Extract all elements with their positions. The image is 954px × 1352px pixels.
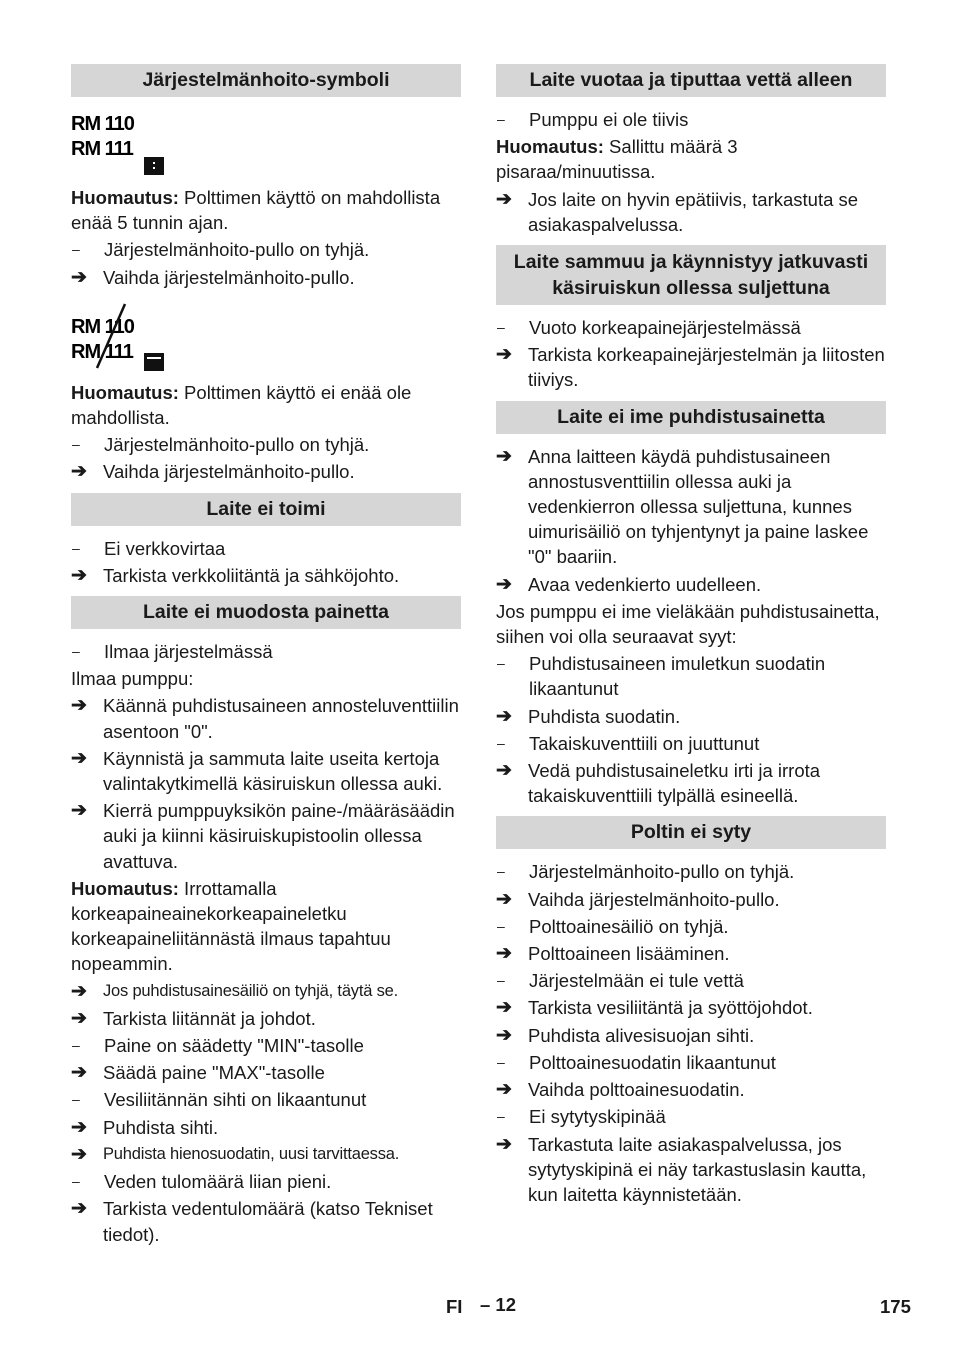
cause-item: – Puhdistusaineen imuletkun suodatin likaantunut — [497, 653, 826, 700]
cause-item: – Vesiliitännän sihti on likaantunut — [72, 1089, 367, 1111]
action-item: ➔ Jos laite on hyvin epätiivis, tarkastuta se asiakaspalvelussa. — [496, 188, 859, 235]
left-column — [71, 64, 461, 1249]
cause-item: – Järjestelmänhoito-pullo on tyhjä. — [497, 861, 795, 883]
note-paragraph: Huomautus: Polttimen käyttö on mahdollista enää 5 tunnin ajan. — [71, 187, 441, 234]
action-item: ➔ Avaa vedenkierto uudelleen. — [496, 573, 762, 595]
note-paragraph: Huomautus: Sallittu määrä 3 pisaraa/minuutissa. — [496, 136, 738, 183]
right-column — [496, 64, 886, 1209]
cause-item: – Polttoainesäiliö on tyhjä. — [497, 915, 729, 937]
footer-section-page: – 12 — [480, 1294, 517, 1315]
cause-item: – Järjestelmänhoito-pullo on tyhjä. — [72, 434, 370, 456]
action-item: ➔ Puhdista hienosuodatin, uusi tarvittaessa. — [71, 1143, 400, 1165]
action-item: ➔ Kierrä pumppuyksikön paine-/määräsäädin auki ja kiinni käsiruiskupistoolin ollessa avattuva. — [71, 800, 455, 872]
intro-paragraph: Jos pumppu ei ime vieläkään puhdistusainetta, siihen voi olla seuraavat syyt: — [496, 600, 880, 648]
cause-item: – Järjestelmänhoito-pullo on tyhjä. — [72, 239, 370, 261]
action-item: ➔ Käännä puhdistusaineen annosteluventtiilin asentoon "0". — [71, 695, 459, 742]
cause-item: – Ei sytytyskipinää — [497, 1106, 666, 1128]
action-item: ➔ Tarkista vedentulomäärä (katso Tekniset tiedot). — [71, 1198, 433, 1245]
cause-item: – Ilmaa järjestelmässä — [72, 641, 273, 663]
action-item: ➔ Puhdista suodatin. — [496, 705, 681, 727]
svg-text:RM 111: RM 111 — [71, 340, 133, 363]
cause-item: – Paine on säädetty "MIN"-tasolle — [72, 1035, 364, 1057]
action-item: ➔ Jos puhdistusainesäiliö on tyhjä, täytä se. — [71, 980, 398, 1002]
section-heading-leaking: Laite vuotaa ja tiputtaa vettä alleen — [496, 64, 886, 97]
cause-item: – Pumppu ei ole tiivis — [497, 109, 689, 130]
action-item: ➔ Vaihda järjestelmänhoito-pullo. — [496, 888, 780, 910]
section-heading-cycling: Laite sammuu ja käynnistyy jatkuvasti käsiruiskun ollessa suljettuna — [496, 245, 886, 305]
action-item: ➔ Tarkista vesiliitäntä ja syöttöjohdot. — [496, 997, 813, 1019]
action-item: ➔ Tarkista korkeapainejärjestelmän ja liitosten tiiviys. — [496, 344, 885, 391]
cause-item: – Järjestelmään ei tule vettä — [497, 970, 744, 992]
cause-item: – Takaiskuventtiili on juuttunut — [497, 732, 760, 754]
rm-symbol-icon — [71, 107, 171, 179]
action-item: ➔ Tarkista verkkoliitäntä ja sähköjohto. — [71, 564, 400, 586]
action-item: ➔ Säädä paine "MAX"-tasolle — [71, 1062, 325, 1084]
section-heading-device-not-working: Laite ei toimi — [71, 493, 461, 526]
cause-item: – Ei verkkovirtaa — [72, 537, 226, 559]
action-item: ➔ Vaihda järjestelmänhoito-pullo. — [71, 266, 355, 288]
section-heading-system-care-symbol: Järjestelmänhoito-symboli — [71, 64, 461, 97]
note-paragraph: Huomautus: Irrottamalla korkeapaineainekorkeapaineletku korkeapaineliitännästä ilmaus tapahtuu nopeammin. — [71, 877, 391, 975]
system-care-symbol-active — [71, 107, 461, 179]
action-item: ➔ Tarkastuta laite asiakaspalvelussa, jos sytytyskipinä ei näy tarkastuslasin kautta, kun laitetta käynnistetään. — [496, 1133, 867, 1205]
footer-language-code: FI — [446, 1296, 463, 1317]
action-item: ➔ Vaihda polttoainesuodatin. — [496, 1079, 745, 1101]
action-item: ➔ Tarkista liitännät ja johdot. — [71, 1007, 316, 1029]
section-heading-no-pressure: Laite ei muodosta painetta — [71, 596, 461, 629]
action-item: ➔ Puhdista sihti. — [71, 1116, 219, 1138]
action-item: ➔ Käynnistä ja sammuta laite useita kertoja valintakytkimellä käsiruiskun ollessa auki. — [71, 747, 443, 795]
section-heading-no-detergent-suction: Laite ei ime puhdistusainetta — [496, 401, 886, 434]
section-heading-burner-not-igniting: Poltin ei syty — [496, 816, 886, 849]
action-item: ➔ Anna laitteen käydä puhdistusaineen annostusventtiilin ollessa auki ja vedenkierron ollessa suljettuna, kunnes uimurisäiliö on tyhjentynyt ja paine laskee "0" baariin. — [496, 445, 869, 568]
action-item: ➔ Puhdista alivesisuojan sihti. — [496, 1024, 755, 1046]
cause-item: – Vuoto korkeapainejärjestelmässä — [497, 317, 801, 339]
action-item: ➔ Polttoaineen lisääminen. — [496, 943, 730, 965]
svg-text:RM 110: RM 110 — [71, 315, 134, 338]
cause-item: – Polttoainesuodatin likaantunut — [497, 1051, 776, 1073]
cause-item: – Veden tulomäärä liian pieni. — [72, 1171, 332, 1193]
svg-text:RM 110: RM 110 — [71, 113, 134, 135]
svg-text:RM 111: RM 111 — [71, 138, 133, 160]
note-paragraph: Huomautus: Polttimen käyttö ei enää ole mahdollista. — [71, 381, 412, 429]
action-item: ➔ Vedä puhdistusaineletku irti ja irrota takaiskuventtiili tylpällä esineellä. — [496, 760, 821, 807]
rm-symbol-crossed-icon — [71, 302, 171, 374]
footer-page-number: 175 — [880, 1296, 911, 1317]
action-item: ➔ Vaihda järjestelmänhoito-pullo. — [71, 461, 355, 483]
intro-paragraph: Ilmaa pumppu: — [71, 668, 194, 690]
system-care-symbol-depleted — [71, 302, 461, 374]
